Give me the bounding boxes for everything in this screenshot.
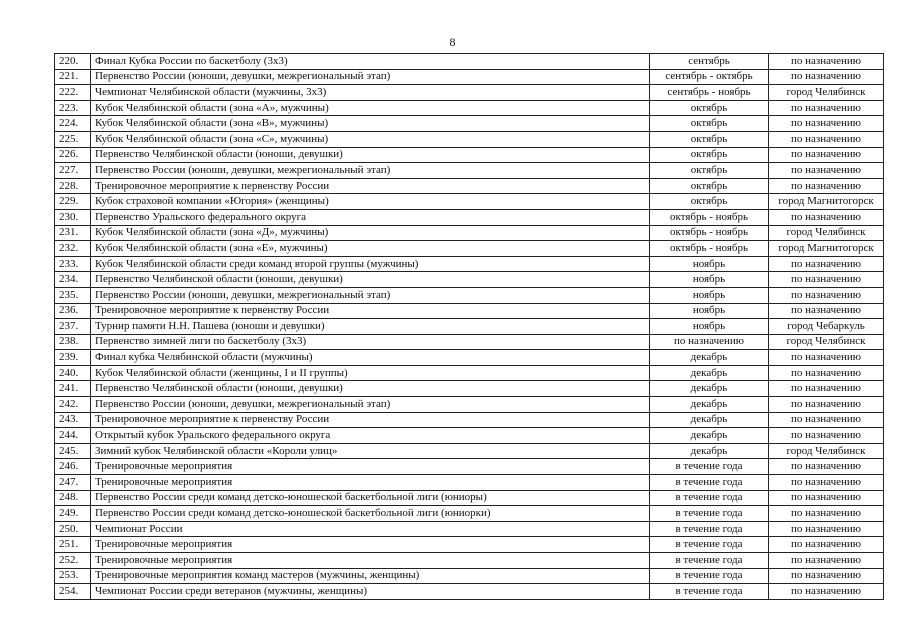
- row-number: 244.: [55, 428, 91, 444]
- event-date: декабрь: [650, 397, 769, 413]
- event-date: в течение года: [650, 490, 769, 506]
- event-date: в течение года: [650, 537, 769, 553]
- event-name: Открытый кубок Уральского федерального округа: [91, 428, 650, 444]
- event-name: Первенство Челябинской области (юноши, девушки): [91, 272, 650, 288]
- row-number: 229.: [55, 194, 91, 210]
- row-number: 226.: [55, 147, 91, 163]
- row-number: 233.: [55, 256, 91, 272]
- event-place: по назначению: [769, 365, 884, 381]
- event-date: октябрь: [650, 131, 769, 147]
- table-row: [55, 303, 884, 319]
- event-date: ноябрь: [650, 272, 769, 288]
- schedule-table-body: [55, 54, 884, 600]
- event-place: по назначению: [769, 553, 884, 569]
- event-place: по назначению: [769, 350, 884, 366]
- event-name: Чемпионат России среди ветеранов (мужчины, женщины): [91, 584, 650, 600]
- event-place: по назначению: [769, 412, 884, 428]
- event-date: декабрь: [650, 381, 769, 397]
- table-row: [55, 537, 884, 553]
- event-name: Первенство Челябинской области (юноши, девушки): [91, 147, 650, 163]
- event-place: город Магнитогорск: [769, 194, 884, 210]
- table-row: [55, 506, 884, 522]
- table-row: [55, 428, 884, 444]
- event-date: октябрь: [650, 163, 769, 179]
- event-name: Первенство Челябинской области (юноши, девушки): [91, 381, 650, 397]
- event-name: Тренировочные мероприятия: [91, 459, 650, 475]
- event-name: Первенство России (юноши, девушки, межрегиональный этап): [91, 287, 650, 303]
- event-date: сентябрь - ноябрь: [650, 85, 769, 101]
- event-place: по назначению: [769, 381, 884, 397]
- event-date: в течение года: [650, 521, 769, 537]
- event-name: Первенство Уральского федерального округа: [91, 209, 650, 225]
- table-row: [55, 365, 884, 381]
- event-name: Кубок Челябинской области (зона «А», мужчины): [91, 100, 650, 116]
- row-number: 243.: [55, 412, 91, 428]
- event-date: в течение года: [650, 475, 769, 491]
- row-number: 238.: [55, 334, 91, 350]
- event-place: город Челябинск: [769, 334, 884, 350]
- event-name: Кубок Челябинской области (зона «Е», мужчины): [91, 241, 650, 257]
- table-row: [55, 459, 884, 475]
- table-row: [55, 443, 884, 459]
- event-date: октябрь: [650, 116, 769, 132]
- event-name: Кубок Челябинской области (зона «С», мужчины): [91, 131, 650, 147]
- event-name: Первенство зимней лиги по баскетболу (3х3): [91, 334, 650, 350]
- row-number: 239.: [55, 350, 91, 366]
- event-date: в течение года: [650, 568, 769, 584]
- event-date: декабрь: [650, 365, 769, 381]
- event-place: по назначению: [769, 459, 884, 475]
- event-date: октябрь: [650, 147, 769, 163]
- event-name: Тренировочное мероприятие к первенству России: [91, 412, 650, 428]
- table-row: [55, 194, 884, 210]
- event-place: город Магнитогорск: [769, 241, 884, 257]
- event-date: в течение года: [650, 553, 769, 569]
- table-row: [55, 163, 884, 179]
- event-place: по назначению: [769, 147, 884, 163]
- event-name: Тренировочное мероприятие к первенству России: [91, 303, 650, 319]
- event-place: город Челябинск: [769, 225, 884, 241]
- event-place: по назначению: [769, 568, 884, 584]
- table-row: [55, 350, 884, 366]
- table-row: [55, 521, 884, 537]
- table-row: [55, 334, 884, 350]
- row-number: 220.: [55, 54, 91, 70]
- event-place: город Челябинск: [769, 443, 884, 459]
- row-number: 241.: [55, 381, 91, 397]
- event-date: ноябрь: [650, 287, 769, 303]
- event-date: декабрь: [650, 350, 769, 366]
- event-date: в течение года: [650, 459, 769, 475]
- event-name: Тренировочные мероприятия: [91, 553, 650, 569]
- event-place: по назначению: [769, 490, 884, 506]
- event-name: Турнир памяти Н.Н. Пашева (юноши и девушки): [91, 319, 650, 335]
- table-row: [55, 116, 884, 132]
- event-place: по назначению: [769, 54, 884, 70]
- table-row: [55, 568, 884, 584]
- row-number: 251.: [55, 537, 91, 553]
- table-row: [55, 319, 884, 335]
- table-row: [55, 272, 884, 288]
- table-row: [55, 490, 884, 506]
- event-date: в течение года: [650, 584, 769, 600]
- event-date: ноябрь: [650, 319, 769, 335]
- row-number: 223.: [55, 100, 91, 116]
- table-row: [55, 209, 884, 225]
- table-row: [55, 54, 884, 70]
- event-place: по назначению: [769, 397, 884, 413]
- event-name: Чемпионат Челябинской области (мужчины, 3х3): [91, 85, 650, 101]
- table-row: [55, 256, 884, 272]
- table-row: [55, 412, 884, 428]
- page-number: 8: [449, 35, 456, 49]
- event-name: Тренировочные мероприятия: [91, 537, 650, 553]
- event-place: по назначению: [769, 131, 884, 147]
- event-place: по назначению: [769, 209, 884, 225]
- event-name: Кубок Челябинской области (зона «Д», мужчины): [91, 225, 650, 241]
- event-name: Кубок Челябинской области (женщины, I и II группы): [91, 365, 650, 381]
- event-date: октябрь - ноябрь: [650, 241, 769, 257]
- event-name: Кубок страховой компании «Югория» (женщины): [91, 194, 650, 210]
- row-number: 230.: [55, 209, 91, 225]
- row-number: 224.: [55, 116, 91, 132]
- table-row: [55, 475, 884, 491]
- event-date: декабрь: [650, 443, 769, 459]
- event-date: октябрь: [650, 194, 769, 210]
- row-number: 227.: [55, 163, 91, 179]
- event-date: ноябрь: [650, 303, 769, 319]
- table-row: [55, 397, 884, 413]
- row-number: 236.: [55, 303, 91, 319]
- event-name: Первенство России (юноши, девушки, межрегиональный этап): [91, 69, 650, 85]
- event-place: по назначению: [769, 100, 884, 116]
- table-row: [55, 147, 884, 163]
- row-number: 222.: [55, 85, 91, 101]
- table-row: [55, 225, 884, 241]
- event-name: Первенство России среди команд детско-юношеской баскетбольной лиги (юниорки): [91, 506, 650, 522]
- event-name: Зимний кубок Челябинской области «Короли улиц»: [91, 443, 650, 459]
- row-number: 245.: [55, 443, 91, 459]
- row-number: 235.: [55, 287, 91, 303]
- event-name: Кубок Челябинской области (зона «В», мужчины): [91, 116, 650, 132]
- row-number: 234.: [55, 272, 91, 288]
- event-name: Первенство России (юноши, девушки, межрегиональный этап): [91, 163, 650, 179]
- event-date: декабрь: [650, 428, 769, 444]
- event-date: октябрь - ноябрь: [650, 225, 769, 241]
- event-name: Чемпионат России: [91, 521, 650, 537]
- event-place: по назначению: [769, 303, 884, 319]
- row-number: 250.: [55, 521, 91, 537]
- event-name: Тренировочные мероприятия: [91, 475, 650, 491]
- event-date: октябрь: [650, 178, 769, 194]
- event-date: октябрь - ноябрь: [650, 209, 769, 225]
- row-number: 247.: [55, 475, 91, 491]
- row-number: 254.: [55, 584, 91, 600]
- event-date: сентябрь - октябрь: [650, 69, 769, 85]
- table-row: [55, 178, 884, 194]
- event-name: Первенство России среди команд детско-юношеской баскетбольной лиги (юниоры): [91, 490, 650, 506]
- event-place: по назначению: [769, 256, 884, 272]
- row-number: 232.: [55, 241, 91, 257]
- table-row: [55, 241, 884, 257]
- event-place: город Челябинск: [769, 85, 884, 101]
- table-row: [55, 287, 884, 303]
- row-number: 221.: [55, 69, 91, 85]
- event-name: Финал кубка Челябинской области (мужчины): [91, 350, 650, 366]
- row-number: 240.: [55, 365, 91, 381]
- event-date: в течение года: [650, 506, 769, 522]
- row-number: 231.: [55, 225, 91, 241]
- event-name: Тренировочные мероприятия команд мастеров (мужчины, женщины): [91, 568, 650, 584]
- event-place: город Чебаркуль: [769, 319, 884, 335]
- row-number: 225.: [55, 131, 91, 147]
- event-name: Финал Кубка России по баскетболу (3х3): [91, 54, 650, 70]
- table-row: [55, 100, 884, 116]
- row-number: 228.: [55, 178, 91, 194]
- event-place: по назначению: [769, 521, 884, 537]
- event-place: по назначению: [769, 178, 884, 194]
- table-row: [55, 69, 884, 85]
- event-place: по назначению: [769, 272, 884, 288]
- event-name: Первенство России (юноши, девушки, межрегиональный этап): [91, 397, 650, 413]
- event-place: по назначению: [769, 116, 884, 132]
- row-number: 246.: [55, 459, 91, 475]
- table-row: [55, 131, 884, 147]
- row-number: 253.: [55, 568, 91, 584]
- event-place: по назначению: [769, 163, 884, 179]
- row-number: 248.: [55, 490, 91, 506]
- event-place: по назначению: [769, 69, 884, 85]
- event-place: по назначению: [769, 584, 884, 600]
- row-number: 249.: [55, 506, 91, 522]
- schedule-table: [54, 53, 884, 600]
- table-row: [55, 553, 884, 569]
- row-number: 237.: [55, 319, 91, 335]
- table-row: [55, 584, 884, 600]
- event-place: по назначению: [769, 506, 884, 522]
- table-row: [55, 381, 884, 397]
- event-date: сентябрь: [650, 54, 769, 70]
- table-row: [55, 85, 884, 101]
- row-number: 242.: [55, 397, 91, 413]
- event-date: ноябрь: [650, 256, 769, 272]
- event-place: по назначению: [769, 287, 884, 303]
- event-date: по назначению: [650, 334, 769, 350]
- event-place: по назначению: [769, 428, 884, 444]
- event-date: декабрь: [650, 412, 769, 428]
- event-name: Кубок Челябинской области среди команд второй группы (мужчины): [91, 256, 650, 272]
- event-place: по назначению: [769, 475, 884, 491]
- event-date: октябрь: [650, 100, 769, 116]
- event-place: по назначению: [769, 537, 884, 553]
- row-number: 252.: [55, 553, 91, 569]
- event-name: Тренировочное мероприятие к первенству России: [91, 178, 650, 194]
